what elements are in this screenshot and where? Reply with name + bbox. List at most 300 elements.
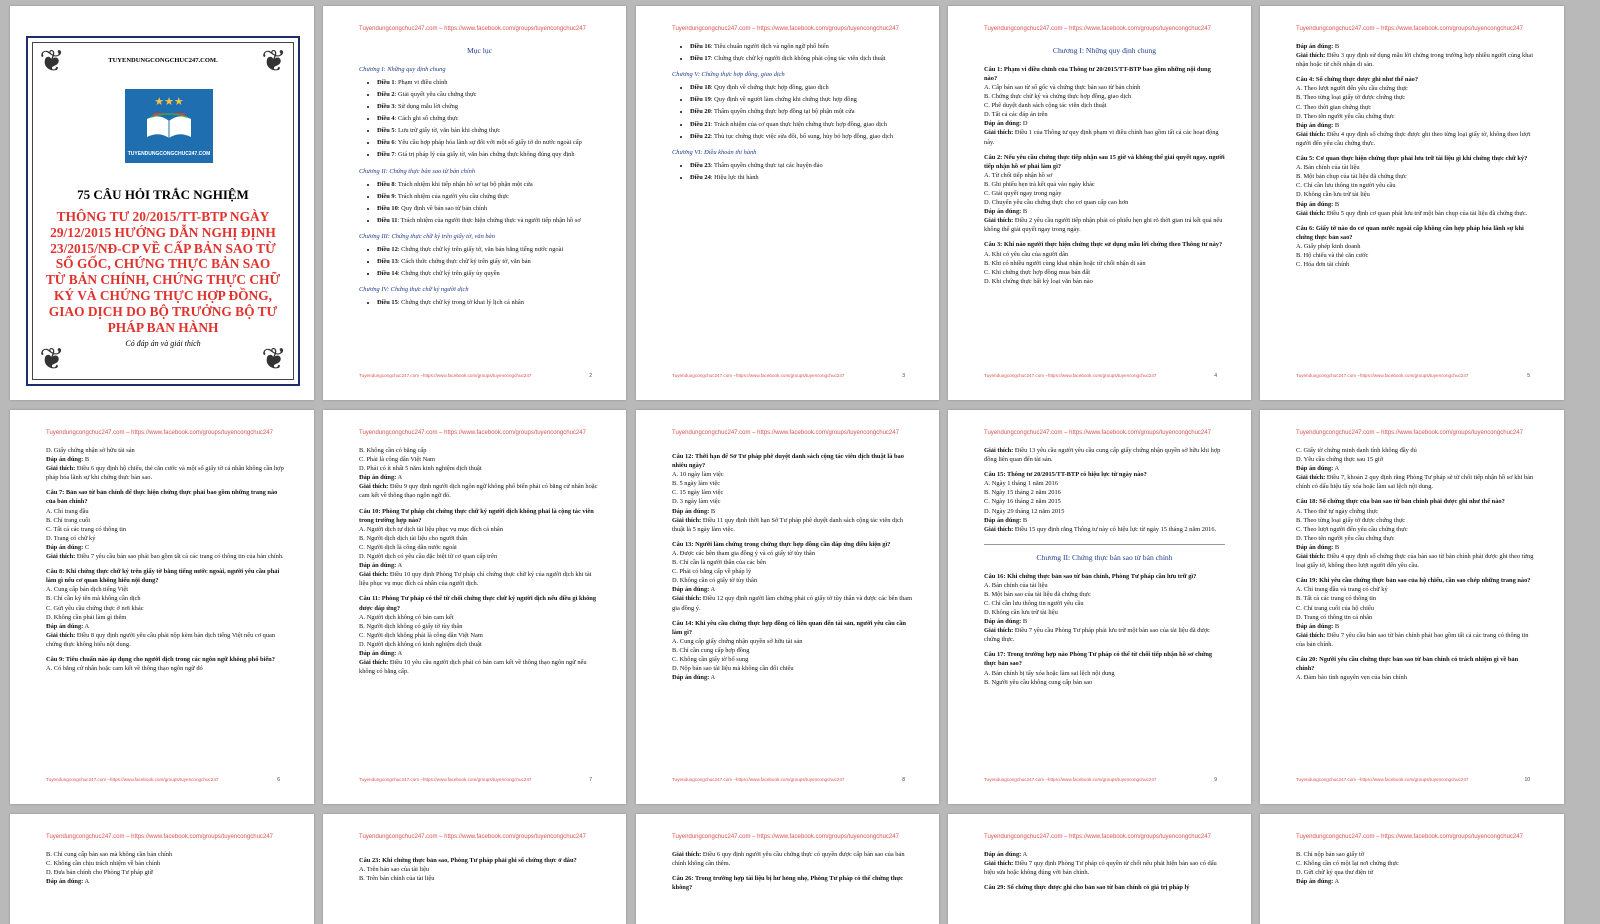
article-label: Điều 15 [377, 299, 398, 307]
article-item [377, 114, 600, 123]
answer-label: Đáp án đúng: [984, 208, 1022, 216]
page-body [46, 446, 288, 673]
answer-option: C. Người dịch không phải là công dân Việt Nam [359, 631, 483, 639]
article-text: : Chứng thực chữ ký trong tờ khai lý lịch cá nhân [397, 299, 524, 307]
page-number: 7 [589, 777, 592, 783]
answer-option: C. Giấy tờ chứng minh danh tính không đầy đủ [1296, 447, 1417, 454]
question-text: Câu 12: Thời hạn để Sở Tư pháp phê duyệt danh sách cộng tác viên dịch thuật là bao nhiêu ngày? [672, 453, 904, 470]
page-14 [948, 814, 1251, 924]
explanation [1296, 473, 1538, 491]
answer-label: Đáp án đúng: [1296, 622, 1334, 630]
answer-label: Đáp án đúng: [46, 622, 84, 630]
question-text: Câu 14: Khi yêu cầu chứng thực hợp đồng có liên quan đến tài sản, người yêu cầu cần làm gì? [672, 619, 906, 636]
answer-option: C. Hóa đơn tài chính [1296, 261, 1350, 269]
chapter-heading: Chương III: Chứng thực chữ ký trên giấy tờ, văn bản [359, 233, 495, 240]
article-text: : Chứng thực chữ ký trên giấy ủy quyền [397, 270, 500, 278]
article-label: Điều 23 [690, 161, 711, 169]
chapter-title: Chương II: Chứng thực bản sao từ bản chính [1036, 552, 1173, 562]
answer-label: Đáp án đúng: [46, 456, 84, 464]
page-13 [636, 814, 939, 924]
correct-answer [984, 119, 1225, 128]
answer-label: Đáp án đúng: [46, 543, 84, 551]
page-number: 5 [1527, 373, 1530, 379]
answer-option: C. Không cần có một lại nơi chứng thực [1296, 860, 1399, 868]
article-text: : Trách nhiệm của cơ quan thực hiện chứng thực hợp đồng, giao dịch [710, 120, 887, 128]
explanation [672, 516, 913, 534]
answer-value: A [396, 649, 403, 657]
answer-option: D. Không cần có giấy tờ tùy thân [672, 577, 758, 585]
correct-answer [1296, 42, 1538, 51]
answer-value: B [1021, 516, 1028, 524]
page-7 [323, 410, 626, 804]
explanation [672, 850, 913, 868]
article-text: : Trách nhiệm của người thực hiện chứng thực và người tiếp nhận hồ sơ [397, 216, 581, 224]
article-label: Điều 22 [690, 132, 711, 140]
answer-label: Đáp án đúng: [359, 474, 397, 482]
page-10 [1260, 410, 1564, 804]
explanation-label: Giải thích: [984, 627, 1014, 635]
correct-answer [672, 507, 913, 516]
article-list [672, 42, 913, 63]
article-item [377, 298, 600, 307]
chapter-heading: Chương VI: Điều khoản thi hành [672, 148, 757, 156]
answer-option: D. Gửi chữ ký qua thư điện tử [1296, 869, 1374, 877]
explanation [984, 128, 1225, 146]
page-header: Tuyendungcongchuc247.com – https://www.facebook.com/groups/tuyencongchuc247 [984, 430, 1211, 436]
question-text: Câu 2: Nếu yêu cầu chứng thực tiếp nhận sau 15 giờ và không thể giải quyết ngay, người tiếp nhận hồ sơ phải làm gì? [984, 153, 1225, 170]
answer-value: B [709, 507, 716, 515]
answer-label: Đáp án đúng: [1296, 200, 1334, 208]
article-text: : Thủ tục chứng thực việc sửa đổi, bổ sung, hủy bỏ hợp đồng, giao dịch [710, 132, 894, 140]
answer-option: B. Theo từng loại giấy tờ được chứng thực [1296, 516, 1406, 524]
explanation-label: Giải thích: [359, 571, 389, 579]
answer-label: Đáp án đúng: [672, 507, 710, 515]
answer-option: A. Người dịch tự dịch tài liệu phục vụ mục đích cá nhân [359, 525, 503, 533]
answer-value: B [83, 456, 90, 464]
site-logo [125, 89, 213, 163]
answer-option: B. Một bản sao của tài liệu đã chứng thực [984, 590, 1091, 598]
explanation-label: Giải thích: [359, 483, 389, 491]
explanation-text: Điều 4 quy định số chứng thực được ghi theo từng loại giấy tờ, không theo lượt người đến yêu cầu chứng thực. [1296, 130, 1531, 147]
answer-value: A [1333, 878, 1340, 886]
correct-answer [1296, 464, 1538, 473]
page-footer: Tuyendungcongchuc247.com –https://www.facebook.com/groups/tuyencongchuc247 9 [984, 777, 1217, 783]
explanation-text: Điều 7, khoản 2 quy định rằng Phòng Tư pháp sẽ từ chối tiếp nhận hồ sơ khi bản chính có dấu hiệu tẩy xóa hoặc làm sai lệch nội dung. [1296, 474, 1534, 491]
page-body [672, 446, 913, 682]
answer-label: Đáp án đúng: [984, 516, 1022, 524]
article-text: : Trách nhiệm của người yêu cầu chứng thực [394, 192, 509, 200]
answer-option: B. Người dịch không có giấy tờ tùy thân [359, 622, 463, 630]
answer-option: B. Chỉ cần cung cấp hợp đồng [672, 646, 750, 654]
page-header: Tuyendungcongchuc247.com – https://www.facebook.com/groups/tuyencongchuc247 [1296, 26, 1523, 32]
page-footer: Tuyendungcongchuc247.com –https://www.facebook.com/groups/tuyencongchuc247 6 [46, 777, 280, 783]
answer-option: C. Phải có bằng cấp về pháp lý [672, 568, 752, 576]
question-text: Câu 29: Số chứng thực được ghi cho bản sao từ bản chính có giá trị pháp lý [984, 884, 1190, 892]
page-number: 4 [1214, 373, 1217, 379]
explanation-label: Giải thích: [46, 553, 76, 561]
answer-option: D. Trang có thông tin cá nhân [1296, 613, 1373, 621]
answer-option: A. Được các bên tham gia đồng ý và có giấy tờ tùy thân [672, 549, 815, 557]
answer-option: A. Bản chính của tài liệu [1296, 164, 1360, 172]
article-text: : Chứng thực chữ ký người dịch không phải cộng tác viên dịch thuật [710, 55, 886, 63]
answer-option: A. Bản chính bị tẩy xóa hoặc làm sai lệch nội dung [984, 669, 1115, 677]
correct-answer [46, 877, 288, 886]
explanation-label: Giải thích: [672, 851, 702, 858]
page-2 [323, 6, 626, 400]
explanation-text: Điều 11 quy định thời hạn Sở Tư pháp phê duyệt danh sách cộng tác viên dịch thuật là 5 ngày làm việc. [672, 516, 904, 533]
question-text: Câu 10: Phòng Tư pháp chỉ chứng thực chữ ký người dịch không phải là cộng tác viên trong trường hợp nào? [359, 507, 594, 524]
cover-site: TUYENDUNGCONGCHUC247.COM. [108, 57, 218, 64]
correct-answer [984, 516, 1225, 525]
answer-option: C. Chỉ cần lưu thông tin người yêu cầu [984, 599, 1084, 607]
article-item [377, 269, 600, 278]
answer-option: A. Khi có yêu cầu của người dân [984, 250, 1069, 258]
page-15 [1260, 814, 1564, 924]
article-item [690, 42, 913, 51]
explanation [359, 570, 600, 588]
explanation [1296, 552, 1538, 570]
question-text: Câu 5: Cơ quan thực hiện chứng thực phải lưu trữ tài liệu gì khi chứng thực chữ ký? [1296, 155, 1528, 163]
page-number: 2 [589, 373, 592, 379]
article-label: Điều 17 [690, 55, 711, 63]
article-item [377, 245, 600, 254]
explanation-label: Giải thích: [672, 595, 702, 603]
article-item [377, 90, 600, 99]
article-label: Điều 8 [377, 180, 395, 188]
article-label: Điều 7 [377, 151, 395, 159]
article-label: Điều 24 [690, 173, 711, 181]
explanation-text: Điều 4 quy định số chứng thực của bản sao từ bản chính phải được ghi theo từng loại giấy tờ, không theo lượt người đến yêu cầu. [1296, 553, 1534, 570]
page-body [984, 850, 1225, 892]
answer-option: D. Không cần phải làm gì thêm [46, 613, 127, 621]
chapter-title: Chương I: Những quy định chung [1052, 46, 1157, 55]
page-number: 6 [277, 777, 280, 783]
explanation-label: Giải thích: [1296, 209, 1326, 217]
answer-option: B. Trên bản chính của tài liệu [359, 875, 435, 883]
answer-option: C. Theo thời gian chứng thực [1296, 103, 1372, 111]
correct-answer [46, 455, 288, 464]
article-label: Điều 18 [690, 84, 711, 92]
question-text: Câu 8: Khi chứng thực chữ ký trên giấy tờ bằng tiếng nước ngoài, người yêu cầu phải làm gì nếu cơ quan không hiểu nội dung? [46, 568, 280, 585]
article-text: : Cách thức chứng thực chữ ký trên giấy tờ, văn bản [397, 258, 531, 266]
question-text: Câu 19: Khi yêu cầu chứng thực bản sao của hộ chiếu, cần sao chép những trang nào? [1296, 577, 1531, 585]
page-footer: Tuyendungcongchuc247.com –https://www.facebook.com/groups/tuyencongchuc247 10 [1296, 777, 1530, 783]
answer-value: B [1333, 622, 1340, 630]
correct-answer [984, 850, 1225, 859]
chapter-heading: Chương II: Chứng thực bản sao từ bản chính [359, 167, 476, 175]
question-list [984, 446, 1225, 534]
answer-label: Đáp án đúng: [672, 586, 710, 594]
page-header: Tuyendungcongchuc247.com – https://www.facebook.com/groups/tuyencongchuc247 [672, 430, 899, 436]
question-text: Câu 13: Người làm chứng trong chứng thực hợp đồng cần đáp ứng điều kiện gì? [672, 540, 891, 548]
page-footer: Tuyendungcongchuc247.com –https://www.facebook.com/groups/tuyencongchuc247 2 [359, 373, 592, 379]
explanation-text: Điều 12 quy định người làm chứng phải có giấy tờ tùy thân và được các bên tham gia đồng ý. [672, 595, 913, 612]
article-label: Điều 21 [690, 120, 711, 128]
explanation-text: Điều 8 quy định người yêu cầu phải nộp kèm bản dịch tiếng Việt nếu cơ quan chứng thực không hiểu nội dung. [46, 631, 276, 648]
correct-answer [1296, 121, 1538, 130]
article-item [377, 102, 600, 111]
answer-value: C [83, 543, 90, 551]
answer-option: A. Có bằng cử nhân hoặc cam kết về thông thạo ngôn ngữ đó [46, 665, 203, 673]
explanation-label: Giải thích: [1296, 474, 1326, 482]
article-label: Điều 16 [690, 43, 711, 50]
article-item [690, 83, 913, 92]
explanation-label: Giải thích: [1296, 130, 1326, 138]
page-footer: Tuyendungcongchuc247.com –https://www.facebook.com/groups/tuyencongchuc247 4 [984, 373, 1217, 379]
answer-option: D. Yêu cầu chứng thực sau 15 giờ [1296, 456, 1384, 464]
page-number: 9 [1214, 777, 1217, 783]
explanation-text: Điều 13 yêu cầu người yêu cầu cung cấp giấy chứng nhận quyền sở hữu khi hợp đồng liên quan đến tài sản. [984, 447, 1221, 464]
question-list [46, 446, 288, 673]
answer-option: D. Phải có ít nhất 5 năm kinh nghiệm dịch thuật [359, 465, 482, 473]
article-item [377, 126, 600, 135]
article-label: Điều 2 [377, 90, 395, 98]
explanation [359, 658, 600, 676]
article-label: Điều 4 [377, 115, 395, 123]
explanation-label: Giải thích: [46, 465, 76, 473]
answer-option: B. 5 ngày làm việc [672, 480, 721, 488]
page-footer: Tuyendungcongchuc247.com –https://www.facebook.com/groups/tuyencongchuc247 5 [1296, 373, 1530, 379]
ornament-icon: ❦ [261, 45, 287, 78]
cover-title: THÔNG TƯ 20/2015/TT-BTP NGÀY 29/12/2015 HƯỚNG DẪN NGHỊ ĐỊNH 23/2015/NĐ-CP VỀ CẤP BẢN SAO TỪ SỔ GỐC, CHỨNG THỰC BẢN SAO TỪ BẢN CHÍNH, CHỨNG THỰC CHỮ KÝ VÀ CHỨNG THỰC HỢP ĐỒNG, GIAO DỊCH DO BỘ TRƯỞNG BỘ TƯ PHÁP BAN HÀNH [45, 209, 281, 335]
answer-option: C. Chỉ cần lưu thông tin người yêu cầu [1296, 182, 1396, 190]
correct-answer [1296, 543, 1538, 552]
article-text: : Cách ghi số chứng thực [394, 115, 459, 123]
question-list [984, 850, 1225, 892]
article-label: Điều 10 [377, 204, 398, 212]
article-text: : Thẩm quyền chứng thực tại các huyện đảo [710, 161, 823, 169]
answer-option: B. Một bản chụp của tài liệu đã chứng thực [1296, 173, 1407, 181]
article-list [672, 161, 913, 182]
cover-heading: 75 CÂU HỎI TRẮC NGHIỆM [77, 187, 249, 202]
toc-list [672, 42, 913, 182]
answer-option: D. Theo tên người yêu cầu chứng thực [1296, 534, 1395, 542]
answer-label: Đáp án đúng: [1296, 43, 1334, 50]
page-body [359, 42, 600, 312]
page-body [672, 42, 913, 186]
explanation-text: Điều 7 yêu cầu Phòng Tư pháp phải lưu trữ một bản sao của tài liệu đã được chứng thực. [984, 627, 1211, 644]
correct-answer [1296, 877, 1538, 886]
explanation [984, 216, 1225, 234]
explanation [46, 631, 288, 649]
question-text: Câu 26: Trong trường hợp tài liệu bị hư hỏng nhẹ, Phòng Tư pháp có thể chứng thực không? [672, 875, 904, 892]
explanation [1296, 631, 1538, 649]
article-item [690, 95, 913, 104]
question-text: Câu 18: Số chứng thực của bản sao từ bản chính phải được ghi như thế nào? [1296, 498, 1505, 506]
page-number: 3 [902, 373, 905, 379]
answer-option: B. Chỉ cung cấp bản sao mà không cần bản chính [46, 851, 173, 858]
article-item [377, 78, 600, 87]
question-list [359, 446, 600, 676]
explanation-label: Giải thích: [984, 447, 1014, 454]
answer-option: D. Tất cả các đáp án trên [984, 111, 1048, 119]
question-text: Câu 20: Người yêu cầu chứng thực bản sao từ bản chính có trách nhiệm gì về bản chính? [1296, 655, 1519, 673]
article-item [690, 173, 913, 182]
explanation-text: Điều 15 quy định rằng Thông tư này có hiệu lực từ ngày 15 tháng 2 năm 2016. [1013, 525, 1217, 533]
answer-value: A [396, 562, 403, 570]
question-text: Câu 16: Khi chứng thực bản sao từ bản chính, Phòng Tư pháp cần lưu trữ gì? [984, 572, 1197, 580]
article-label: Điều 12 [377, 246, 398, 254]
answer-value: A [709, 674, 716, 682]
explanation [984, 446, 1225, 464]
article-item [690, 120, 913, 129]
question-list [984, 572, 1225, 687]
answer-option: C. Phê duyệt danh sách cộng tác viên dịch thuật [984, 102, 1107, 110]
article-text: : Quy định về bản sao từ bản chính [397, 204, 488, 212]
article-item [377, 204, 600, 213]
answer-option: A. Cung cấp bản dịch tiếng Việt [46, 586, 129, 594]
question-text: Câu 15: Thông tư 20/2015/TT-BTP có hiệu lực từ ngày nào? [984, 471, 1147, 479]
explanation-text: Điều 10 quy định Phòng Tư pháp chỉ chứng thực chữ ký của người dịch khi tài liệu phục vụ mục đích cá nhân của người dịch. [359, 571, 592, 588]
page-9 [948, 410, 1251, 804]
explanation [1296, 209, 1538, 218]
answer-value: A [396, 474, 403, 482]
answer-label: Đáp án đúng: [359, 562, 397, 570]
answer-option: C. Tất cả các trang có thông tin [46, 525, 127, 533]
question-text: Câu 6: Giấy tờ nào do cơ quan nước ngoài cấp không cần hợp pháp hóa lãnh sự khi chứng thực bản sao? [1296, 224, 1524, 241]
explanation-text: Điều 7 quy định Phòng Tư pháp có quyền từ chối nếu phát hiện bản sao có dấu hiệu sửa hoặc không đúng với bản chính. [984, 860, 1217, 877]
page-body [984, 42, 1225, 286]
answer-option: A. Trên bản sao của tài liệu [359, 866, 430, 874]
answer-option: A. Cung cấp giấy chứng nhận quyền sở hữu tài sản [672, 637, 803, 645]
toc-title: Mục lục [466, 46, 493, 55]
toc-list [359, 65, 600, 308]
ornament-icon: ❦ [261, 343, 287, 376]
chapter-heading: Chương IV: Chứng thực chữ ký người dịch [359, 286, 469, 294]
explanation [984, 626, 1225, 644]
article-text: : Giá trị pháp lý của giấy tờ, văn bản chứng thực không đúng quy định [394, 151, 575, 159]
answer-value: A [1333, 465, 1340, 473]
page-5 [1260, 6, 1564, 400]
answer-value: A [1021, 851, 1028, 858]
article-item [377, 192, 600, 201]
page-header: Tuyendungcongchuc247.com – https://www.facebook.com/groups/tuyencongchuc247 [46, 834, 273, 840]
cover-subtitle: Có đáp án và giải thích [125, 339, 201, 348]
answer-option: D. Đưa bản chính cho Phòng Tư pháp giữ [46, 869, 154, 877]
article-text: : Sử dụng mẫu lời chứng [394, 103, 458, 111]
page-body [359, 446, 600, 676]
answer-option: C. Không cần chịu trách nhiệm về bản chính [46, 860, 161, 868]
answer-option: A. Chỉ trang đầu [46, 507, 89, 515]
answer-option: D. Giấy chứng nhận sở hữu tài sản [46, 447, 135, 454]
article-item [690, 107, 913, 116]
answer-option: D. Người dịch không có kinh nghiệm dịch thuật [359, 640, 482, 648]
answer-option: A. Người dịch không có bản cam kết [359, 613, 454, 621]
chapter-heading: Chương I: Những quy định chung [359, 65, 446, 73]
explanation [984, 859, 1225, 877]
explanation [46, 464, 288, 482]
answer-option: B. Người dịch dịch tài liệu cho người thân [359, 534, 468, 542]
article-label: Điều 6 [377, 139, 395, 147]
article-item [690, 54, 913, 63]
answer-option: A. Chỉ trang đầu và trang có chữ ký [1296, 586, 1388, 594]
article-label: Điều 3 [377, 103, 395, 111]
explanation-text: Điều 7 yêu cầu bản sao từ bản chính phải bao gồm tất cả các trang có thông tin của bản chính. [1296, 631, 1529, 648]
article-item [377, 150, 600, 159]
answer-option: B. Ghi phiếu hẹn trả kết quả vào ngày khác [984, 180, 1095, 188]
answer-option: C. 15 ngày làm việc [672, 489, 724, 497]
page-4 [948, 6, 1251, 400]
answer-label: Đáp án đúng: [1296, 878, 1334, 886]
correct-answer [359, 473, 600, 482]
article-item [377, 257, 600, 266]
answer-option: B. Ngày 15 tháng 2 năm 2016 [984, 489, 1061, 497]
explanation [359, 482, 600, 500]
article-text: : Giải quyết yêu cầu chứng thực [394, 90, 477, 98]
answer-label: Đáp án đúng: [984, 618, 1022, 626]
page-body [672, 850, 913, 892]
answer-option: D. 3 ngày làm việc [672, 498, 721, 506]
answer-option: B. Không cần có bằng cấp [359, 447, 427, 454]
page-number: 10 [1524, 777, 1530, 783]
explanation-text: Điều 9 quy định người dịch ngôn ngữ không phổ biến phải có bằng cử nhân hoặc cam kết về thông thạo ngôn ngữ đó. [359, 483, 598, 500]
article-text: : Phạm vi điều chỉnh [394, 78, 448, 86]
answer-label: Đáp án đúng: [46, 878, 84, 886]
question-list [1296, 850, 1538, 886]
explanation-text: Điều 6 quy định người yêu cầu chứng thực có quyền được cấp bản sao của bản chính không cần thêm. [672, 851, 905, 868]
correct-answer [46, 543, 288, 552]
chapter-heading: Chương V: Chứng thực hợp đồng, giao dịch [672, 71, 785, 79]
answer-value: B [1021, 208, 1028, 216]
article-text: : Chứng thực chữ ký trên giấy tờ, văn bản bằng tiếng nước ngoài [397, 246, 564, 254]
question-text: Câu 1: Phạm vi điều chỉnh của Thông tư 20/2015/TT-BTP bao gồm những nội dung nào? [984, 65, 1211, 82]
page-header: Tuyendungcongchuc247.com – https://www.facebook.com/groups/tuyencongchuc247 [359, 834, 586, 840]
answer-option: A. Đảm bảo tính nguyên vẹn của bản chính [1296, 674, 1407, 682]
explanation-label: Giải thích: [672, 516, 702, 524]
explanation-label: Giải thích: [1296, 52, 1326, 60]
page-body [984, 446, 1225, 687]
explanation-label: Giải thích: [984, 217, 1014, 225]
article-text: : Thẩm quyền chứng thực hợp đồng tại bộ phận một cửa [710, 108, 855, 116]
article-list [359, 298, 600, 307]
question-list [1296, 446, 1538, 682]
article-text: : Lưu trữ giấy tờ, văn bản khi chứng thực [394, 127, 501, 135]
page-body [359, 850, 600, 883]
ornament-icon: ❦ [39, 343, 65, 376]
answer-option: A. Giấy phép kinh doanh [1296, 242, 1361, 250]
explanation-label: Giải thích: [1296, 553, 1326, 561]
article-list [359, 78, 600, 160]
explanation-text: Điều 5 quy định cơ quan phải lưu trữ một bản chụp của tài liệu đã chứng thực. [1325, 209, 1528, 217]
article-text: : Quy định về chứng thực hợp đồng, giao dịch [710, 84, 829, 92]
answer-label: Đáp án đúng: [1296, 465, 1334, 473]
answer-option: C. Chỉ trang cuối của hộ chiếu [1296, 604, 1374, 612]
explanation-label: Giải thích: [46, 631, 76, 639]
explanation [672, 594, 913, 612]
answer-option: B. Theo từng loại giấy tờ được chứng thực [1296, 94, 1406, 102]
article-label: Điều 11 [377, 216, 398, 224]
answer-option: B. Chỉ nộp bản sao giấy tờ [1296, 851, 1365, 858]
answer-label: Đáp án đúng: [1296, 121, 1334, 129]
correct-answer [672, 585, 913, 594]
answer-value: A [83, 622, 90, 630]
answer-option: D. Nộp bản sao tài liệu mà không cần đối chiếu [672, 665, 794, 673]
article-item [377, 216, 600, 225]
article-label: Điều 9 [377, 192, 395, 200]
article-item [377, 138, 600, 147]
article-list [359, 245, 600, 278]
answer-option: B. Chỉ trang cuối [46, 516, 91, 524]
question-text: Câu 7: Bản sao từ bản chính để thực hiện chứng thực phải bao gồm những trang nào của bản chính? [46, 489, 278, 506]
answer-option: B. Chỉ cần là người thân của các bên [672, 559, 766, 567]
explanation-text: Điều 10 yêu cầu người dịch phải có bản cam kết về thông thạo ngôn ngữ nếu không có bằng cấp. [359, 659, 587, 676]
answer-option: A. Theo thứ tự ngày chứng thực [1296, 507, 1379, 515]
page-12 [323, 814, 626, 924]
answer-option: B. Chứng thực chữ ký và chứng thực hợp đồng, giao dịch [984, 93, 1132, 101]
question-text: Câu 9: Tiêu chuẩn nào áp dụng cho người dịch trong các ngôn ngữ không phổ biến? [46, 655, 275, 663]
answer-label: Đáp án đúng: [984, 851, 1022, 858]
answer-label: Đáp án đúng: [359, 649, 397, 657]
